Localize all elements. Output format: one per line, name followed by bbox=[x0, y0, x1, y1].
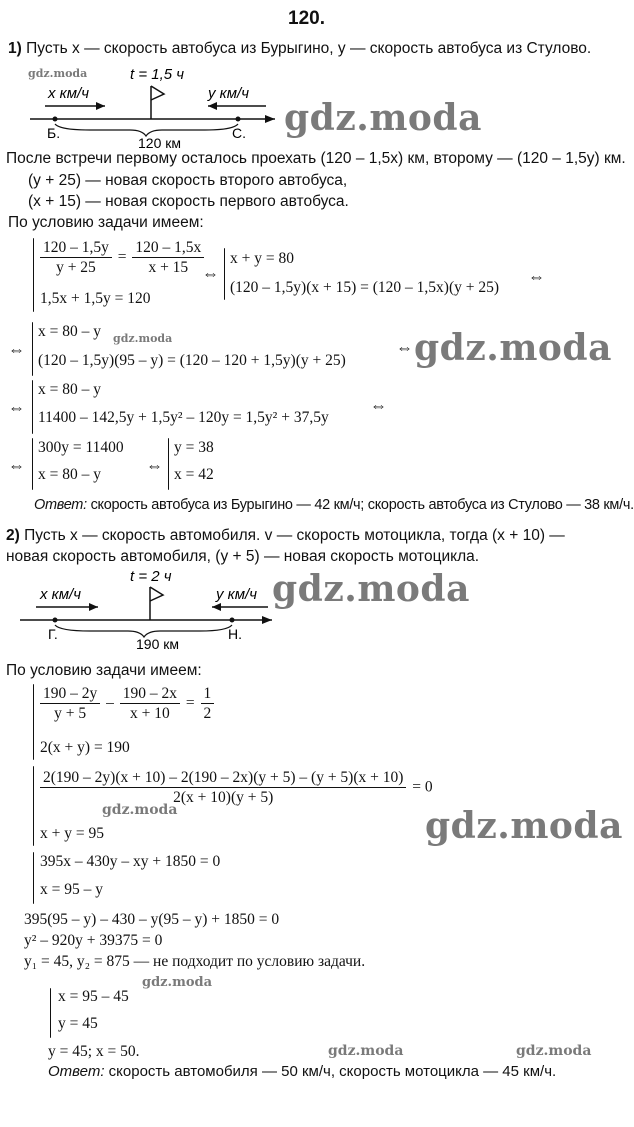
watermark: gdz.moda bbox=[328, 1043, 404, 1059]
part1-condition: По условию задачи имеем: bbox=[8, 214, 204, 231]
diagram2-point-n: Н. bbox=[228, 626, 242, 642]
sys5-eq1: 300y = 11400 bbox=[38, 439, 124, 456]
sys4-eq2: 11400 – 142,5y + 1,5y² – 120y = 1,5y² + 37,5y bbox=[38, 409, 329, 426]
arrow-left-icon bbox=[212, 603, 221, 611]
p2-sys3-eq2: x = 95 – y bbox=[40, 881, 103, 898]
watermark: gdz.moda bbox=[516, 1043, 592, 1059]
part2-intro-line1 bbox=[6, 527, 565, 545]
equiv-sign: ⇔ bbox=[8, 340, 25, 359]
p2-sys1-eq2: 2(x + y) = 190 bbox=[40, 739, 130, 756]
motion-diagram-1 bbox=[30, 64, 290, 154]
p2-line3: y₁ = 45, y₂ = 875 — не подходит по условию задачи. bbox=[24, 953, 366, 970]
brace bbox=[224, 248, 225, 300]
diagram2-distance: 190 км bbox=[136, 636, 179, 652]
watermark: gdz.moda bbox=[272, 568, 470, 610]
equiv-sign: ⇔ bbox=[202, 264, 219, 283]
watermark: gdz.moda bbox=[414, 327, 612, 369]
part2-answer bbox=[48, 1063, 556, 1080]
answer-label: Ответ: bbox=[34, 497, 87, 513]
diagram2-time: t = 2 ч bbox=[130, 568, 172, 585]
equiv-sign: ⇔ bbox=[146, 456, 163, 475]
sys4-eq1: x = 80 – y bbox=[38, 381, 101, 398]
brace bbox=[33, 684, 34, 760]
brace bbox=[32, 438, 33, 490]
part1-answer bbox=[34, 497, 634, 513]
brace bbox=[33, 238, 34, 312]
watermark: gdz.moda bbox=[284, 97, 482, 139]
equiv-sign: ⇔ bbox=[370, 396, 387, 415]
p2-sys2-eq1: $\frac{2(190 - 2y)(x + 10) - 2(190 - 2x)(y + 5) - (y + 5)(x + 10)}{2(x + 10)(y + 5)}$ = 0 bbox=[38, 768, 433, 808]
part2-number: 2) bbox=[6, 527, 20, 544]
sys6-eq2: x = 42 bbox=[174, 466, 214, 483]
p2-sys4-eq2: y = 45 bbox=[58, 1015, 98, 1032]
part2-intro-line2: новая скорость автомобиля, (y + 5) — новая скорость мотоцикла. bbox=[6, 548, 480, 565]
part1-intro bbox=[8, 40, 591, 58]
part1-new-speed-1: (x + 15) — новая скорость первого автобуса. bbox=[28, 193, 349, 210]
answer-text: скорость автобуса из Бурыгино — 42 км/ч; скорость автобуса из Стулово — 38 км/ч. bbox=[90, 497, 634, 513]
diagram2-point-g: Г. bbox=[48, 626, 58, 642]
equiv-sign: ⇔ bbox=[396, 338, 413, 357]
equiv-sign: ⇔ bbox=[8, 398, 25, 417]
watermark: gdz.moda bbox=[102, 802, 178, 818]
p2-sys2-eq2: x + y = 95 bbox=[40, 825, 104, 842]
brace bbox=[32, 380, 33, 434]
p2-sys1-eq1: $\frac{190 - 2y}{y + 5}$ – $\frac{190 - 2x}{x + 10}$ = $\frac{1}{2}$ bbox=[38, 684, 216, 724]
brace bbox=[33, 852, 34, 904]
equiv-sign: ⇔ bbox=[528, 267, 545, 286]
motion-diagram-2 bbox=[20, 565, 280, 655]
sys2-eq1: x + y = 80 bbox=[230, 250, 294, 267]
brace bbox=[50, 988, 51, 1038]
flag-icon bbox=[150, 587, 163, 601]
p2-line1: 395(95 – y) – 430 – y(95 – y) + 1850 = 0 bbox=[24, 911, 280, 928]
diagram2-left-speed: x км/ч bbox=[40, 586, 81, 603]
part2-condition: По условию задачи имеем: bbox=[6, 662, 202, 679]
diagram1-left-speed: x км/ч bbox=[48, 85, 89, 102]
sys6-eq1: y = 38 bbox=[174, 439, 214, 456]
sys3-eq2: (120 – 1,5y)(95 – y) = (120 – 120 + 1,5y)(y + 25) bbox=[38, 352, 346, 369]
part1-after-meet: После встречи первому осталось проехать (120 – 1,5x) км, второму — (120 – 1,5y) км. bbox=[6, 150, 626, 167]
equiv-sign: ⇔ bbox=[8, 456, 25, 475]
arrow-right-icon bbox=[96, 102, 105, 110]
p2-sys4-eq1: x = 95 – 45 bbox=[58, 988, 129, 1005]
watermark: gdz.moda bbox=[28, 67, 88, 80]
p2-line2: y² – 920y + 39375 = 0 bbox=[24, 932, 163, 949]
flag-icon bbox=[151, 86, 164, 100]
diagram1-point-c: С. bbox=[232, 125, 246, 141]
sys1-eq1: $\frac{120 - 1,5y}{y + 25}$ = $\frac{120 - 1,5x}{x + 15}$ bbox=[38, 238, 206, 278]
sys5-eq2: x = 80 – y bbox=[38, 466, 101, 483]
sys2-eq2: (120 – 1,5y)(x + 15) = (120 – 1,5x)(y + 25) bbox=[230, 279, 500, 296]
watermark: gdz.moda bbox=[113, 332, 173, 345]
diagram2-right-speed: y км/ч bbox=[216, 586, 257, 603]
answer-label: Ответ: bbox=[48, 1063, 105, 1080]
diagram1-distance: 120 км bbox=[138, 135, 181, 151]
watermark: gdz.moda bbox=[142, 975, 213, 990]
arrow-left-icon bbox=[208, 102, 217, 110]
diagram1-right-speed: y км/ч bbox=[208, 85, 249, 102]
brace bbox=[32, 322, 33, 376]
answer-text: скорость автомобиля — 50 км/ч, скорость мотоцикла — 45 км/ч. bbox=[108, 1063, 557, 1080]
arrow-right-icon bbox=[89, 603, 98, 611]
diagram1-point-b: Б. bbox=[47, 125, 61, 141]
brace bbox=[33, 766, 34, 846]
part1-number: 1) bbox=[8, 40, 22, 57]
watermark: gdz.moda bbox=[425, 805, 623, 847]
diagram1-time: t = 1,5 ч bbox=[130, 66, 185, 83]
part1-new-speed-2: (y + 25) — новая скорость второго автобуса, bbox=[28, 172, 348, 189]
problem-number: 120. bbox=[288, 8, 325, 29]
sys1-eq2: 1,5x + 1,5y = 120 bbox=[40, 290, 151, 307]
part1-intro-text: Пусть x — скорость автобуса из Бурыгино, y — скорость автобуса из Стулово. bbox=[26, 40, 592, 57]
part2-intro-text: Пусть x — скорость автомобиля. v — скорость мотоцикла, тогда (x + 10) — bbox=[24, 527, 565, 544]
sys3-eq1: x = 80 – y bbox=[38, 323, 101, 340]
p2-sys3-eq1: 395x – 430y – xy + 1850 = 0 bbox=[40, 853, 221, 870]
p2-result: y = 45; x = 50. bbox=[48, 1043, 140, 1060]
brace bbox=[168, 438, 169, 490]
